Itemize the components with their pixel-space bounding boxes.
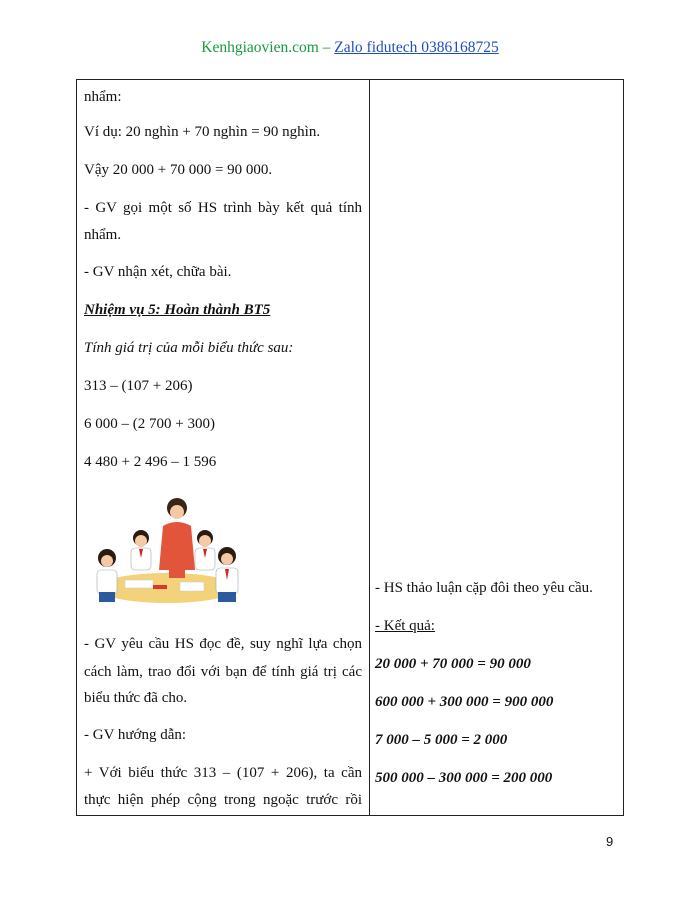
classroom-illustration	[85, 492, 245, 610]
text-line: - GV gọi một số HS trình bày kết quả tính	[84, 200, 362, 216]
text-line: + Với biểu thức 313 – (107 + 206), ta cần	[84, 765, 362, 781]
expression-1: 313 – (107 + 206)	[84, 378, 193, 394]
task-prompt: Tính giá trị của mỗi biểu thức sau:	[84, 340, 294, 356]
header-zalo-link[interactable]: Zalo fidutech 0386168725	[334, 39, 499, 56]
expression-3: 4 480 + 2 496 – 1 596	[84, 454, 217, 470]
text-line: - HS thảo luận cặp đôi theo yêu cầu.	[375, 580, 593, 596]
text-line: Vậy 20 000 + 70 000 = 90 000.	[84, 162, 273, 178]
text-line: nhẩm:	[84, 89, 122, 105]
text-line: - GV nhận xét, chữa bài.	[84, 264, 232, 280]
page-number: 9	[606, 834, 614, 849]
text-line: - GV hướng dẫn:	[84, 727, 187, 743]
result-2: 600 000 + 300 000 = 900 000	[375, 694, 554, 710]
text-line: nhẩm.	[84, 227, 122, 243]
text-line: cách làm, trao đổi với bạn để tính giá trị các	[84, 664, 362, 680]
task-title: Nhiệm vụ 5: Hoàn thành BT5	[84, 302, 271, 318]
header-separator: –	[322, 39, 331, 56]
result-3: 7 000 – 5 000 = 2 000	[375, 732, 508, 748]
page-header	[0, 39, 700, 57]
text-line: Ví dụ: 20 nghìn + 70 nghìn = 90 nghìn.	[84, 124, 321, 140]
result-4: 500 000 – 300 000 = 200 000	[375, 770, 553, 786]
header-site: Kenhgiaovien.com	[201, 39, 319, 56]
expression-2: 6 000 – (2 700 + 300)	[84, 416, 215, 432]
lesson-table	[76, 79, 624, 816]
column-divider	[369, 80, 370, 815]
text-line: thực hiện phép cộng trong ngoặc trước rồi	[84, 792, 362, 808]
text-line: - GV yêu cầu HS đọc đề, suy nghĩ lựa chọn	[84, 636, 362, 652]
text-line: biểu thức đã cho.	[84, 690, 188, 706]
result-1: 20 000 + 70 000 = 90 000	[375, 656, 531, 672]
result-label: - Kết quả:	[375, 618, 435, 634]
